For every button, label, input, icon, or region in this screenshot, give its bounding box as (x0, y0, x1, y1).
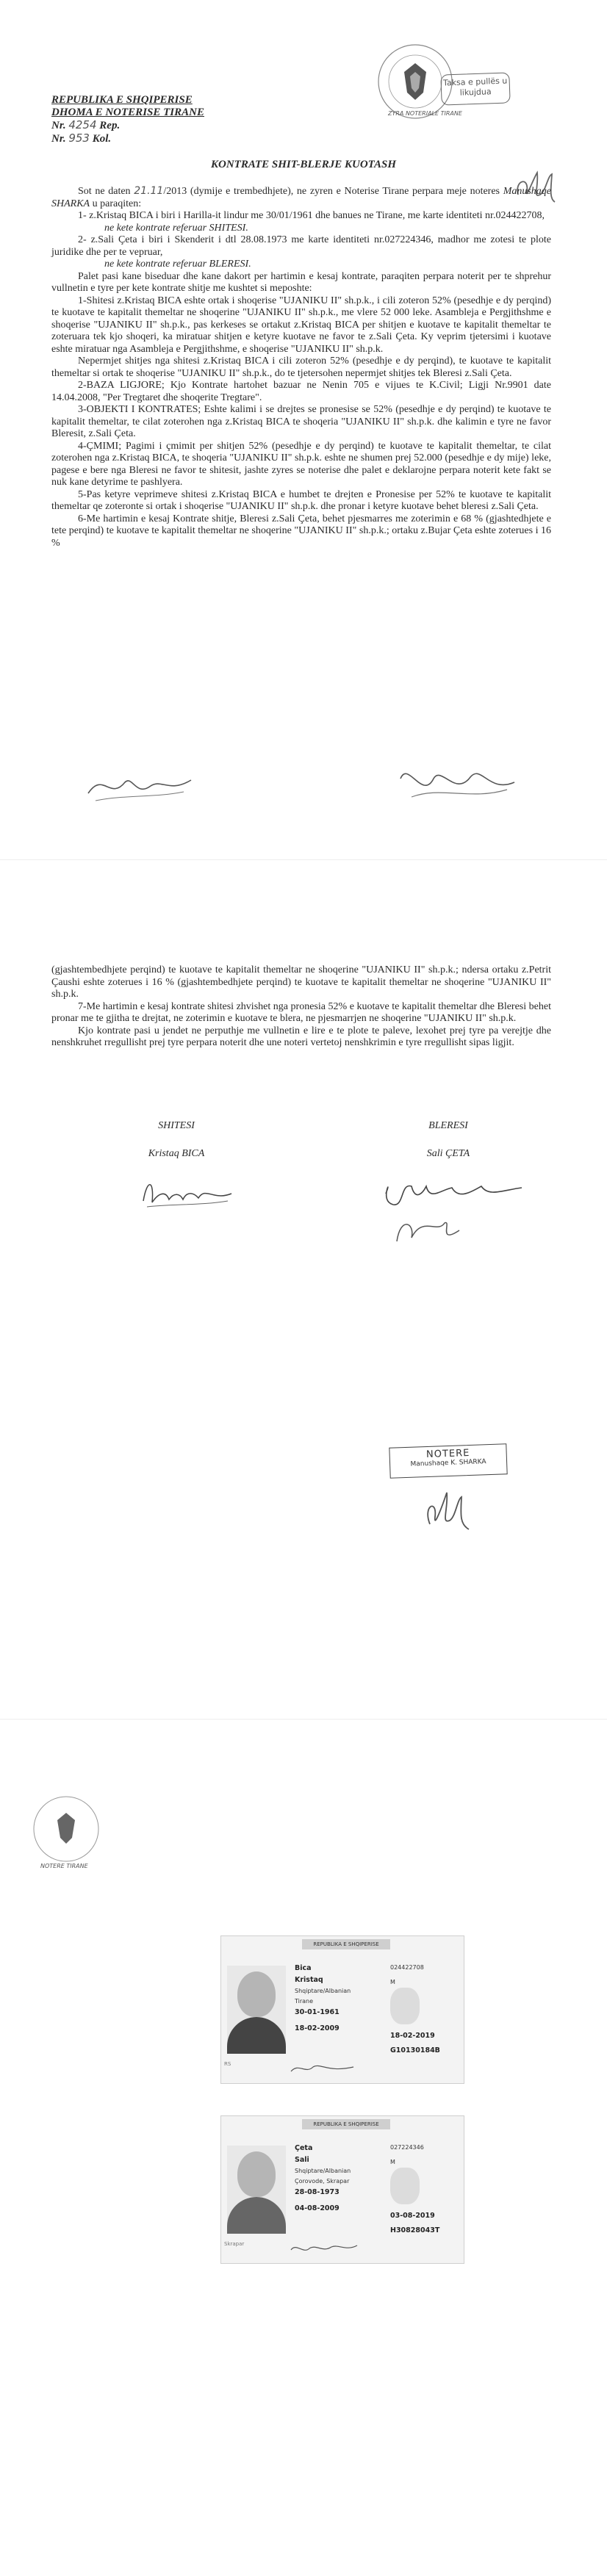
notary-seal-page-3-icon (29, 1792, 103, 1866)
party-1-ref: ne kete kontrate referuar SHITESI. (104, 222, 248, 234)
party-2: 2- z.Sali Çeta i biri i Skenderit i dtl 28.08.1973 me karte identiteti nr.027224346, madhor me zotesi te plote juridike dhe per te vepruar, (51, 234, 551, 258)
closing-paragraph: Kjo kontrate pasi u jendet ne perputhje me vullnetin e lire e te plote te paleve, lexohet prej tyre pa verejtje dhe nenshkruhet rregullisht prej tyre perpara noterit dhe une noteri vertetoj nenshkrimin e tyre rregullisht sipas ligjit. (51, 1025, 551, 1048)
notary-name: Manushaqe SHARKA (51, 186, 552, 209)
id-surname: Bica (295, 1964, 312, 1972)
id-personal-number: G10130184B (390, 2046, 440, 2054)
id-photo (227, 2146, 286, 2234)
id-given-name: Kristaq (295, 1976, 323, 1984)
id-card-seller (220, 1935, 464, 2084)
id-number: 024422708 (390, 1964, 424, 1971)
id-issue-date: 18-02-2009 (295, 2024, 340, 2032)
header-republic: REPUBLIKA E SHQIPERISE (51, 94, 193, 106)
id-side-text: RS (224, 2061, 231, 2067)
id-card-header: REPUBLIKA E SHQIPERISE (302, 1939, 390, 1949)
seller-signature (136, 1172, 239, 1212)
id-signature (287, 2061, 361, 2076)
buyer-label: BLERESI (428, 1120, 468, 1131)
id-photo (227, 1966, 286, 2054)
header-nr-rep: Nr. 4254 Rep. (51, 118, 121, 131)
notary-stamp-title: NOTERE (425, 1447, 470, 1461)
tax-stamp (440, 72, 510, 105)
id-birthplace: Çorovode, Skrapar (295, 2178, 350, 2184)
nr-kol-value: 953 (68, 131, 90, 145)
seller-name: Kristaq BICA (148, 1148, 205, 1159)
clause-2: 2-BAZA LIGJORE; Kjo Kontrate hartohet bazuar ne Nenin 705 e vijues te K.Civil; Ligji Nr.9901 date 14.04.2008, "Per Tregtaret dhe shoqerite Tregtare". (51, 380, 551, 403)
agreement-paragraph: Palet pasi kane biseduar dhe kane dakort per hartimin e kesaj kontrate, paraqiten perpara noterit per te shprehur vullnetin e tyre per kete kontrate shitje me kushtet si meposhte: (51, 270, 551, 294)
id-surname: Çeta (295, 2144, 313, 2152)
id-dob: 28-08-1973 (295, 2188, 340, 2196)
id-side-text: Skrapar (224, 2241, 245, 2247)
buyer-signature-page-1 (389, 757, 522, 808)
page-3 (0, 1719, 607, 2576)
clause-3: 3-OBJEKTI I KONTRATES; Eshte kalimi i se drejtes se pronesise se 52% (pesedhje e dy perqind) te kuotave te kapitalit themeltar, te cilat zoterohen nga z.Kristaq BICA te shoqeria "UJANIKU II" sh.p.k. dhe kalimin e tyre ne favor Bleresit, z.Sali Çeta. (51, 404, 551, 439)
seller-signature-page-1 (81, 764, 198, 808)
buyer-name: Sali ÇETA (426, 1148, 470, 1159)
continuation-paragraph: (gjashtembedhjete perqind) te kuotave te kapitalit themeltar ne shoqerine "UJANIKU II" sh.p.k.; ndersa ortaku z.Petrit Çaushi eshte zoterues i 16 % (gjashtembedhjete perqind) te kuotave te kapitalit themeltar ne shoqerine "UJANIKU II" sh.p.k. (51, 964, 551, 1000)
id-birthplace: Tirane (295, 1998, 314, 2005)
seller-label: SHITESI (158, 1120, 195, 1131)
notary-signature (419, 1484, 478, 1539)
notary-stamp (389, 1443, 507, 1479)
nr-rep-value: 4254 (68, 118, 97, 131)
clause-1b: Nepermjet shitjes nga shitesi z.Kristaq BICA i cili zoteron 52% (pesedhje e dy perqind), te kuotave te kapitalit themeltar si ortak te shoqerise "UJANIKU II" sh.p.k., do te tjetersohen nepermjet shitjes tek Bleresi z.Sali Çeta. (51, 356, 551, 379)
clause-1: 1-Shitesi z.Kristaq BICA eshte ortak i shoqerise "UJANIKU II" sh.p.k., i cili zoteron 52% (pesedhje e dy perqind) te kuotave te kapitalit themeltar ne shoqerine "UJANIKU II" sh.p.k., me vlere 52 000 leke. Asambleja e Pergjithshme e shoqerise "UJANIKU II" sh.p.k., pas kerkeses se ortakut z.Kristaq BICA per shitjen e kuotave te kapitalit themeltar te zoteruara tek kjo shoqeri, ka miratuar shitjen e ketyre kuotave ne favor te z.Sali Çeta. Ky veprim tjetersimi i kuotave eshte miratuar nga Asambleja e Pergjithshme, e shoqerise "UJANIKU II" sh.p.k. (51, 295, 551, 355)
id-card-buyer (220, 2115, 464, 2264)
id-dob: 30-01-1961 (295, 2008, 340, 2016)
document-title: KONTRATE SHIT-BLERJE KUOTASH (210, 159, 396, 170)
seal-text: ZYRA NOTERIALE TIRANE (388, 110, 462, 117)
party-1: 1- z.Kristaq BICA i biri i Harilla-it lindur me 30/01/1961 dhe banues ne Tirane, me karte identiteti nr.024422708, (78, 210, 545, 221)
id-issue-date: 04-08-2009 (295, 2204, 340, 2212)
party-2-ref: ne kete kontrate referuar BLERESI. (104, 259, 251, 270)
clause-7: 7-Me hartimin e kesaj kontrate shitesi zhvishet nga pronesia 52% e kuotave te kapitalit themeltar dhe Bleresi behet pronar me te gjitha te drejtat, ne zoterimin e kuotave te blera, ne pjesmarrjen ne shoqerine "UJANIKU II" sh.p.k. (51, 1000, 551, 1024)
id-expiry: 03-08-2019 (390, 2212, 435, 2220)
notary-stamp-name: Manushaqe K. SHARKA (410, 1458, 486, 1468)
seller-block (96, 1120, 257, 1160)
id-expiry: 18-02-2019 (390, 2032, 435, 2040)
clause-6: 6-Me hartimin e kesaj Kontrate shitje, Bleresi z.Sali Çeta, behet pjesmarres me zoterimin e 68 % (gjashtedhjete e tete perqind) te kuotave te kapitalit themeltar ne shoqerine "UJANIKU II" sh.p.k.; ortaku z.Bujar Çeta eshte zoterues i 16 % (51, 513, 551, 549)
id-number: 027224346 (390, 2144, 424, 2151)
buyer-signature (371, 1172, 533, 1252)
id-nationality: Shqiptare/Albanian (295, 2168, 351, 2174)
seal-text-page-3: NOTERE TIRANE (40, 1863, 88, 1869)
id-personal-number: H30828043T (390, 2226, 440, 2234)
id-card-header: REPUBLIKA E SHQIPERISE (302, 2119, 390, 2129)
header-chamber: DHOMA E NOTERISE TIRANE (51, 107, 204, 118)
id-ghost-photo (390, 2168, 420, 2204)
header-nr-kol: Nr. 953 Kol. (51, 131, 112, 145)
buyer-block (367, 1120, 529, 1160)
id-sex: M (390, 2159, 395, 2165)
contract-body-page-1 (51, 185, 551, 549)
id-ghost-photo (390, 1988, 420, 2024)
id-signature (287, 2241, 361, 2256)
id-nationality: Shqiptare/Albanian (295, 1988, 351, 1994)
handwritten-date: 21.11 (134, 185, 164, 197)
intro-paragraph: Sot ne daten 21.11/2013 (dymije e trembedhjete), ne zyren e Noterise Tirane perpara meje noteres Manushaqe SHARKA u paraqiten: (51, 185, 552, 209)
page-1 (0, 0, 607, 859)
clause-5: 5-Pas ketyre veprimeve shitesi z.Kristaq BICA e humbet te drejten e Pronesise per 52% te kuotave te kapitalit themeltar qe zoteronte si ortak i shoqerise "UJANIKU II" sh.p.k. dhe pronar i ketyre kuotave behet bleresi z.Sali Çeta. (51, 488, 551, 512)
id-given-name: Sali (295, 2156, 309, 2164)
document-header (51, 94, 204, 145)
clause-4: 4-ÇMIMI; Pagimi i çmimit per shitjen 52% (pesedhje e dy perqind) te kuotave te kapitalit themeltar, te cilat zoterohen nga z.Kristaq BICA, te shoqeria "UJANIKU II" sh.p.k. eshte ne shumen prej 52.000 (pesedhje e dy mije) leke, pagese e bere nga Bleresi ne favor te shitesit, jashte zyres se noterise dhe palet e deklarojne perpara noterit kete fakt se nuk kane detyrime te pashlyera. (51, 440, 551, 488)
contract-body-page-2 (51, 964, 551, 1050)
tax-stamp-text: Taksa e pullës u likujdua (442, 76, 508, 98)
id-sex: M (390, 1979, 395, 1985)
